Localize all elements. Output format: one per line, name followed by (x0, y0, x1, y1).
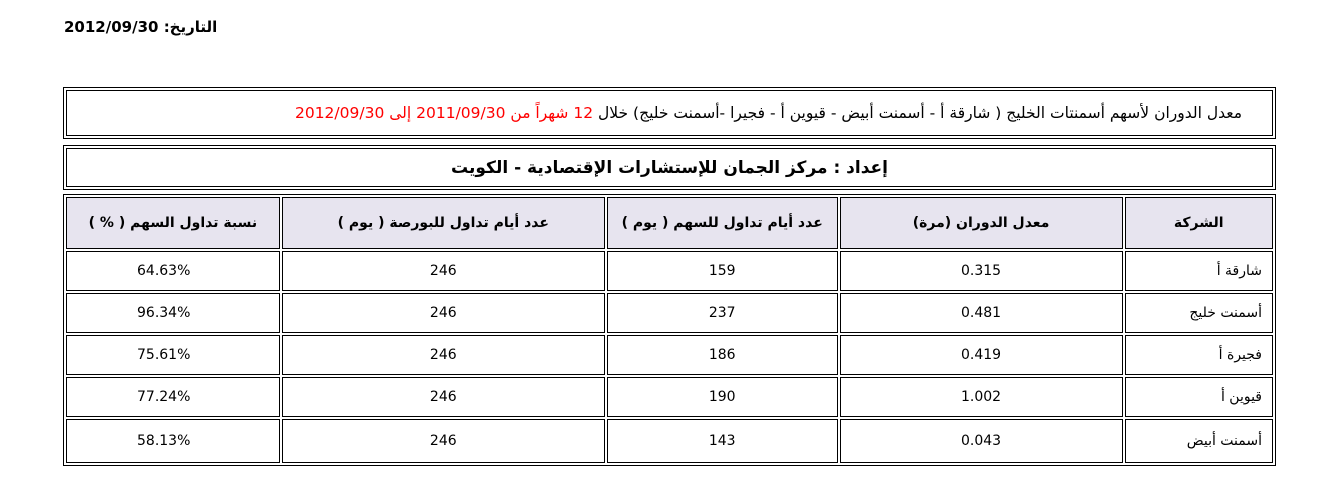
prepared-by: إعداد : مركز الجمان للإستشارات الإقتصادية - الكويت (66, 148, 1273, 187)
cell-turnover: 0.481 (840, 293, 1123, 333)
cell-company: أسمنت أبيض (1125, 419, 1273, 463)
date-value: 2012/09/30 (64, 18, 159, 36)
cell-turnover: 0.043 (840, 419, 1123, 463)
cell-market-days: 246 (282, 293, 605, 333)
cell-company: قيوين أ (1125, 377, 1273, 417)
cell-stock-days: 237 (607, 293, 838, 333)
header-company: الشركة (1125, 197, 1273, 249)
cell-stock-days: 186 (607, 335, 838, 375)
cell-stock-days: 159 (607, 251, 838, 291)
title-period: 12 شهراً من 2011/09/30 إلى 2012/09/30 (294, 104, 594, 122)
cell-market-days: 246 (282, 251, 605, 291)
turnover-table (63, 194, 1276, 466)
table-row (66, 377, 1273, 417)
report-title-box (63, 87, 1276, 139)
cell-turnover: 0.315 (840, 251, 1123, 291)
cell-turnover: 1.002 (840, 377, 1123, 417)
cell-ratio: 75.61% (66, 335, 280, 375)
header-market-days: عدد أيام تداول للبورصة ( يوم ) (282, 197, 605, 249)
cell-company: فجيرة أ (1125, 335, 1273, 375)
cell-company: شارقة أ (1125, 251, 1273, 291)
cell-ratio: 58.13% (66, 419, 280, 463)
cell-market-days: 246 (282, 335, 605, 375)
cell-ratio: 77.24% (66, 377, 280, 417)
table-row (66, 293, 1273, 333)
cell-stock-days: 143 (607, 419, 838, 463)
table-row (66, 251, 1273, 291)
report-title (66, 90, 1273, 136)
cell-turnover: 0.419 (840, 335, 1123, 375)
title-text: معدل الدوران لأسهم أسمنتات الخليج ( شارقة أ - أسمنت أبيض - قيوين أ - فجيرا -أسمنت خليج) خلال (598, 104, 1242, 122)
cell-ratio: 64.63% (66, 251, 280, 291)
report-date (64, 18, 217, 36)
table-row (66, 335, 1273, 375)
header-turnover: معدل الدوران (مرة) (840, 197, 1123, 249)
cell-market-days: 246 (282, 419, 605, 463)
header-ratio: نسبة تداول السهم ( % ) (66, 197, 280, 249)
header-stock-days: عدد أيام تداول للسهم ( يوم ) (607, 197, 838, 249)
cell-company: أسمنت خليج (1125, 293, 1273, 333)
cell-ratio: 96.34% (66, 293, 280, 333)
table-row (66, 419, 1273, 463)
cell-market-days: 246 (282, 377, 605, 417)
date-label: التاريخ: (163, 18, 218, 36)
table-header-row (66, 197, 1273, 249)
cell-stock-days: 190 (607, 377, 838, 417)
prepared-by-box (63, 145, 1276, 190)
